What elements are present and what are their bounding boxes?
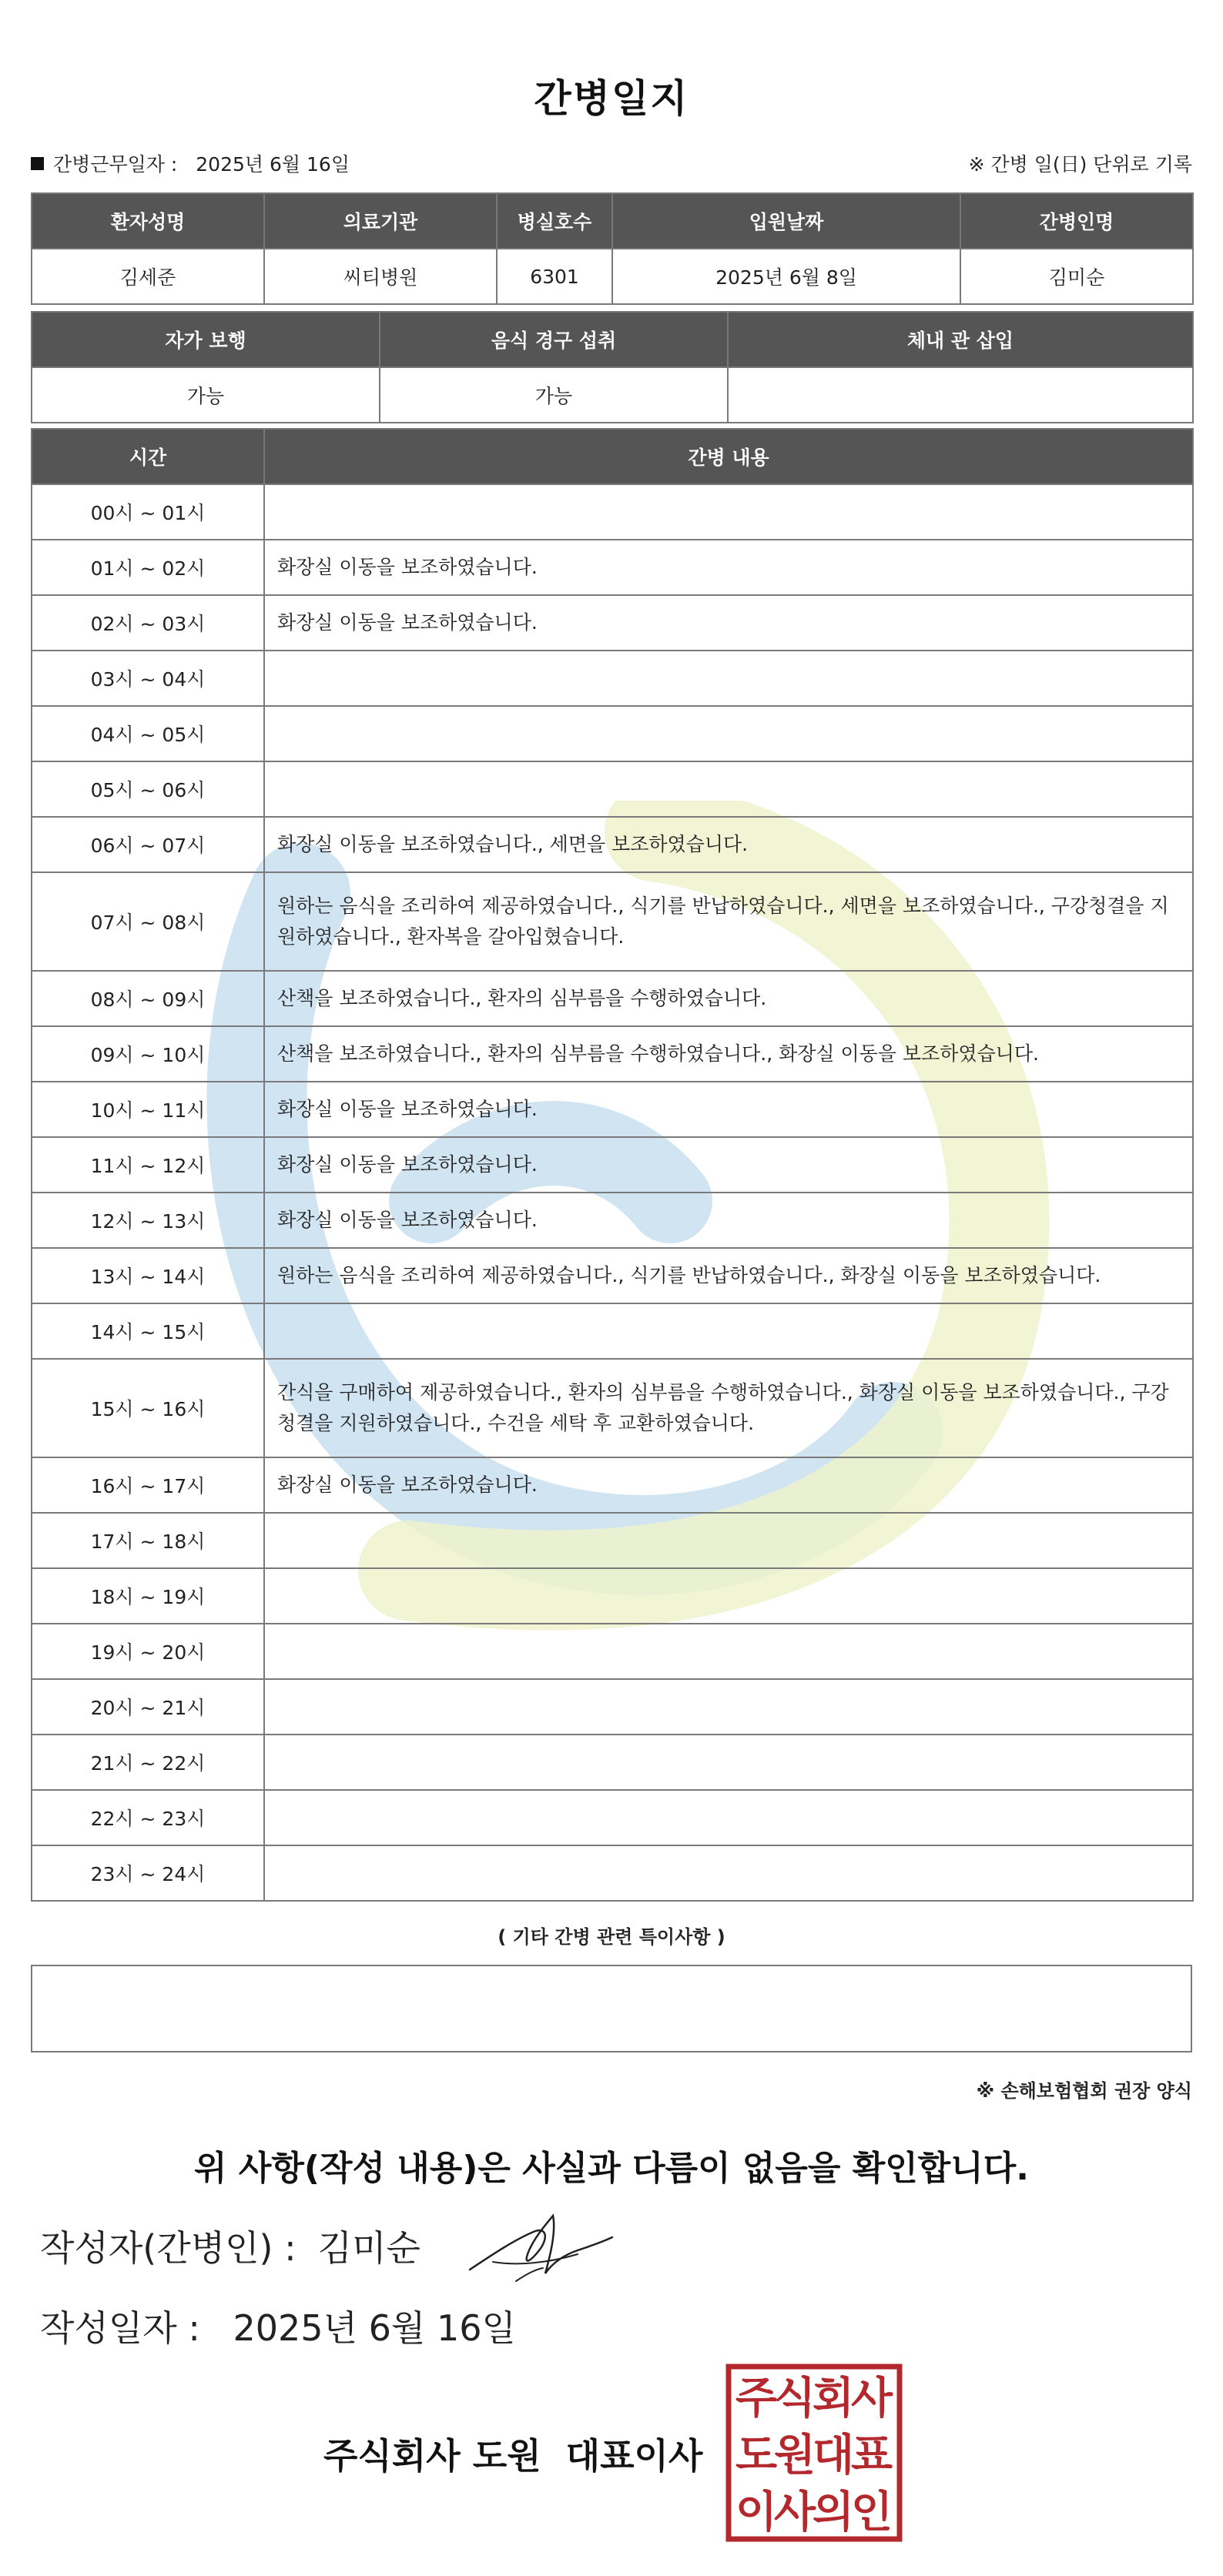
time-cell: 15시 ~ 16시 [32,1359,264,1457]
header-admission-date: 입원날짜 [612,193,960,249]
svg-text:이: 이 [735,2487,778,2538]
hospital-name: 씨티병원 [264,249,497,304]
time-cell: 23시 ~ 24시 [32,1845,264,1901]
table-row [32,595,1193,651]
time-cell: 06시 ~ 07시 [32,817,264,872]
care-cell [264,706,1193,761]
care-cell: 산책을 보조하였습니다., 환자의 심부름을 수행하였습니다. [264,971,1193,1026]
table-row [32,540,1193,595]
time-cell: 22시 ~ 23시 [32,1790,264,1845]
header-time: 시간 [32,429,264,484]
header-room: 병실호수 [497,193,612,249]
table-row [32,1457,1193,1513]
care-cell [264,651,1193,706]
table-row [32,1137,1193,1193]
patient-table [31,192,1194,305]
header-oral-intake: 음식 경구 섭취 [380,312,728,367]
time-cell: 10시 ~ 11시 [32,1082,264,1137]
care-cell: 화장실 이동을 보조하였습니다., 세면을 보조하였습니다. [264,817,1193,872]
time-cell: 04시 ~ 05시 [32,706,264,761]
table-row [32,1193,1193,1248]
table-row [32,1679,1193,1735]
writer-line [40,2220,421,2271]
svg-text:인: 인 [850,2487,893,2538]
oral-intake-value: 가능 [380,367,728,423]
care-cell [264,1513,1193,1568]
caregiver-name: 김미순 [960,249,1193,304]
care-cell [264,1845,1193,1901]
time-cell: 05시 ~ 06시 [32,761,264,817]
header-tube-insertion: 체내 관 삽입 [728,312,1193,367]
write-date-label: 작성일자 : [40,2307,200,2349]
room-number: 6301 [497,249,612,304]
care-table [31,428,1194,1902]
care-cell: 산책을 보조하였습니다., 환자의 심부름을 수행하였습니다., 화장실 이동을 보조하였습니다. [264,1026,1193,1082]
care-cell [264,1624,1193,1679]
time-cell: 19시 ~ 20시 [32,1624,264,1679]
care-cell: 화장실 이동을 보조하였습니다. [264,1193,1193,1248]
care-cell: 화장실 이동을 보조하였습니다. [264,1082,1193,1137]
patient-value-row [32,249,1193,304]
care-cell: 화장실 이동을 보조하였습니다. [264,540,1193,595]
care-header-row [32,429,1193,484]
record-note: ※ 간병 일(日) 단위로 기록 [968,153,1192,176]
special-notes-label: ( 기타 간병 관련 특이사항 ) [498,1926,725,1948]
special-notes-box [31,1965,1192,2052]
write-date-value: 2025년 6월 16일 [233,2307,516,2349]
time-cell: 07시 ~ 08시 [32,872,264,971]
tube-insertion-value [728,367,1193,423]
table-row [32,1303,1193,1359]
time-cell: 16시 ~ 17시 [32,1457,264,1513]
patient-name: 김세준 [32,249,264,304]
svg-text:의: 의 [812,2487,855,2538]
care-cell [264,1679,1193,1735]
care-cell [264,1790,1193,1845]
table-row [32,1624,1193,1679]
company-title: 대표이사 [565,2435,703,2477]
table-row [32,817,1193,872]
time-cell: 00시 ~ 01시 [32,484,264,540]
table-row [32,872,1193,971]
signature-icon [462,2208,616,2293]
header-self-walk: 자가 보행 [32,312,380,367]
page-title: 간병일지 [534,76,689,121]
time-cell: 02시 ~ 03시 [32,595,264,651]
time-cell: 11시 ~ 12시 [32,1137,264,1193]
table-row [32,971,1193,1026]
table-row [32,1026,1193,1082]
duty-date [31,149,350,177]
time-cell: 09시 ~ 10시 [32,1026,264,1082]
company-seal-icon [725,2364,903,2542]
svg-text:식: 식 [773,2374,816,2424]
company-line [323,2428,702,2479]
duty-date-value: 2025년 6월 16일 [196,153,350,176]
care-cell: 화장실 이동을 보조하였습니다. [264,595,1193,651]
care-cell [264,1303,1193,1359]
self-walk-value: 가능 [32,367,380,423]
care-cell [264,1735,1193,1790]
status-table [31,311,1194,423]
table-row [32,761,1193,817]
svg-text:도: 도 [735,2430,778,2481]
svg-text:표: 표 [850,2430,893,2481]
table-row [32,1845,1193,1901]
duty-date-label: 간병근무일자 : [53,153,178,176]
time-cell: 08시 ~ 09시 [32,971,264,1026]
care-cell [264,484,1193,540]
table-row [32,1248,1193,1303]
time-cell: 14시 ~ 15시 [32,1303,264,1359]
time-cell: 13시 ~ 14시 [32,1248,264,1303]
svg-text:회: 회 [812,2374,855,2424]
recommend-note: ※ 손해보험협회 권장 양식 [976,2080,1192,2102]
table-row [32,651,1193,706]
care-cell: 원하는 음식을 조리하여 제공하였습니다., 식기를 반납하였습니다., 세면을 보조하였습니다., 구강청결을 지원하였습니다., 환자복을 갈아입혔습니다. [264,872,1193,971]
table-row [32,1359,1193,1457]
square-bullet-icon [31,157,44,170]
patient-header-row [32,193,1193,249]
care-cell [264,1568,1193,1624]
meta-row [31,149,1192,180]
care-cell: 간식을 구매하여 제공하였습니다., 환자의 심부름을 수행하였습니다., 화장실 이동을 보조하였습니다., 구강청결을 지원하였습니다., 수건을 세탁 후 교환하였습니다. [264,1359,1193,1457]
company-name: 주식회사 도원 [323,2435,541,2477]
svg-text:사: 사 [773,2487,816,2538]
table-row [32,1082,1193,1137]
time-cell: 12시 ~ 13시 [32,1193,264,1248]
svg-text:사: 사 [850,2374,893,2424]
writer-name: 김미순 [317,2227,421,2269]
care-cell: 화장실 이동을 보조하였습니다. [264,1137,1193,1193]
status-value-row [32,367,1193,423]
header-caregiver: 간병인명 [960,193,1193,249]
time-cell: 03시 ~ 04시 [32,651,264,706]
care-cell: 화장실 이동을 보조하였습니다. [264,1457,1193,1513]
time-cell: 20시 ~ 21시 [32,1679,264,1735]
svg-text:주: 주 [735,2374,778,2424]
table-row [32,1790,1193,1845]
header-care-content: 간병 내용 [264,429,1193,484]
status-header-row [32,312,1193,367]
table-row [32,1513,1193,1568]
time-cell: 17시 ~ 18시 [32,1513,264,1568]
care-cell [264,761,1193,817]
time-cell: 18시 ~ 19시 [32,1568,264,1624]
header-hospital: 의료기관 [264,193,497,249]
write-date-line [40,2300,516,2351]
admission-date: 2025년 6월 8일 [612,249,960,304]
writer-label: 작성자(간병인) : [40,2227,297,2269]
svg-text:원: 원 [773,2430,816,2481]
table-row [32,1568,1193,1624]
confirmation-statement: 위 사항(작성 내용)은 사실과 다름이 없음을 확인합니다. [194,2149,1029,2188]
table-row [32,484,1193,540]
care-cell: 원하는 음식을 조리하여 제공하였습니다., 식기를 반납하였습니다., 화장실 이동을 보조하였습니다. [264,1248,1193,1303]
table-row [32,1735,1193,1790]
time-cell: 01시 ~ 02시 [32,540,264,595]
svg-text:대: 대 [812,2430,855,2481]
time-cell: 21시 ~ 22시 [32,1735,264,1790]
table-row [32,706,1193,761]
header-patient-name: 환자성명 [32,193,264,249]
